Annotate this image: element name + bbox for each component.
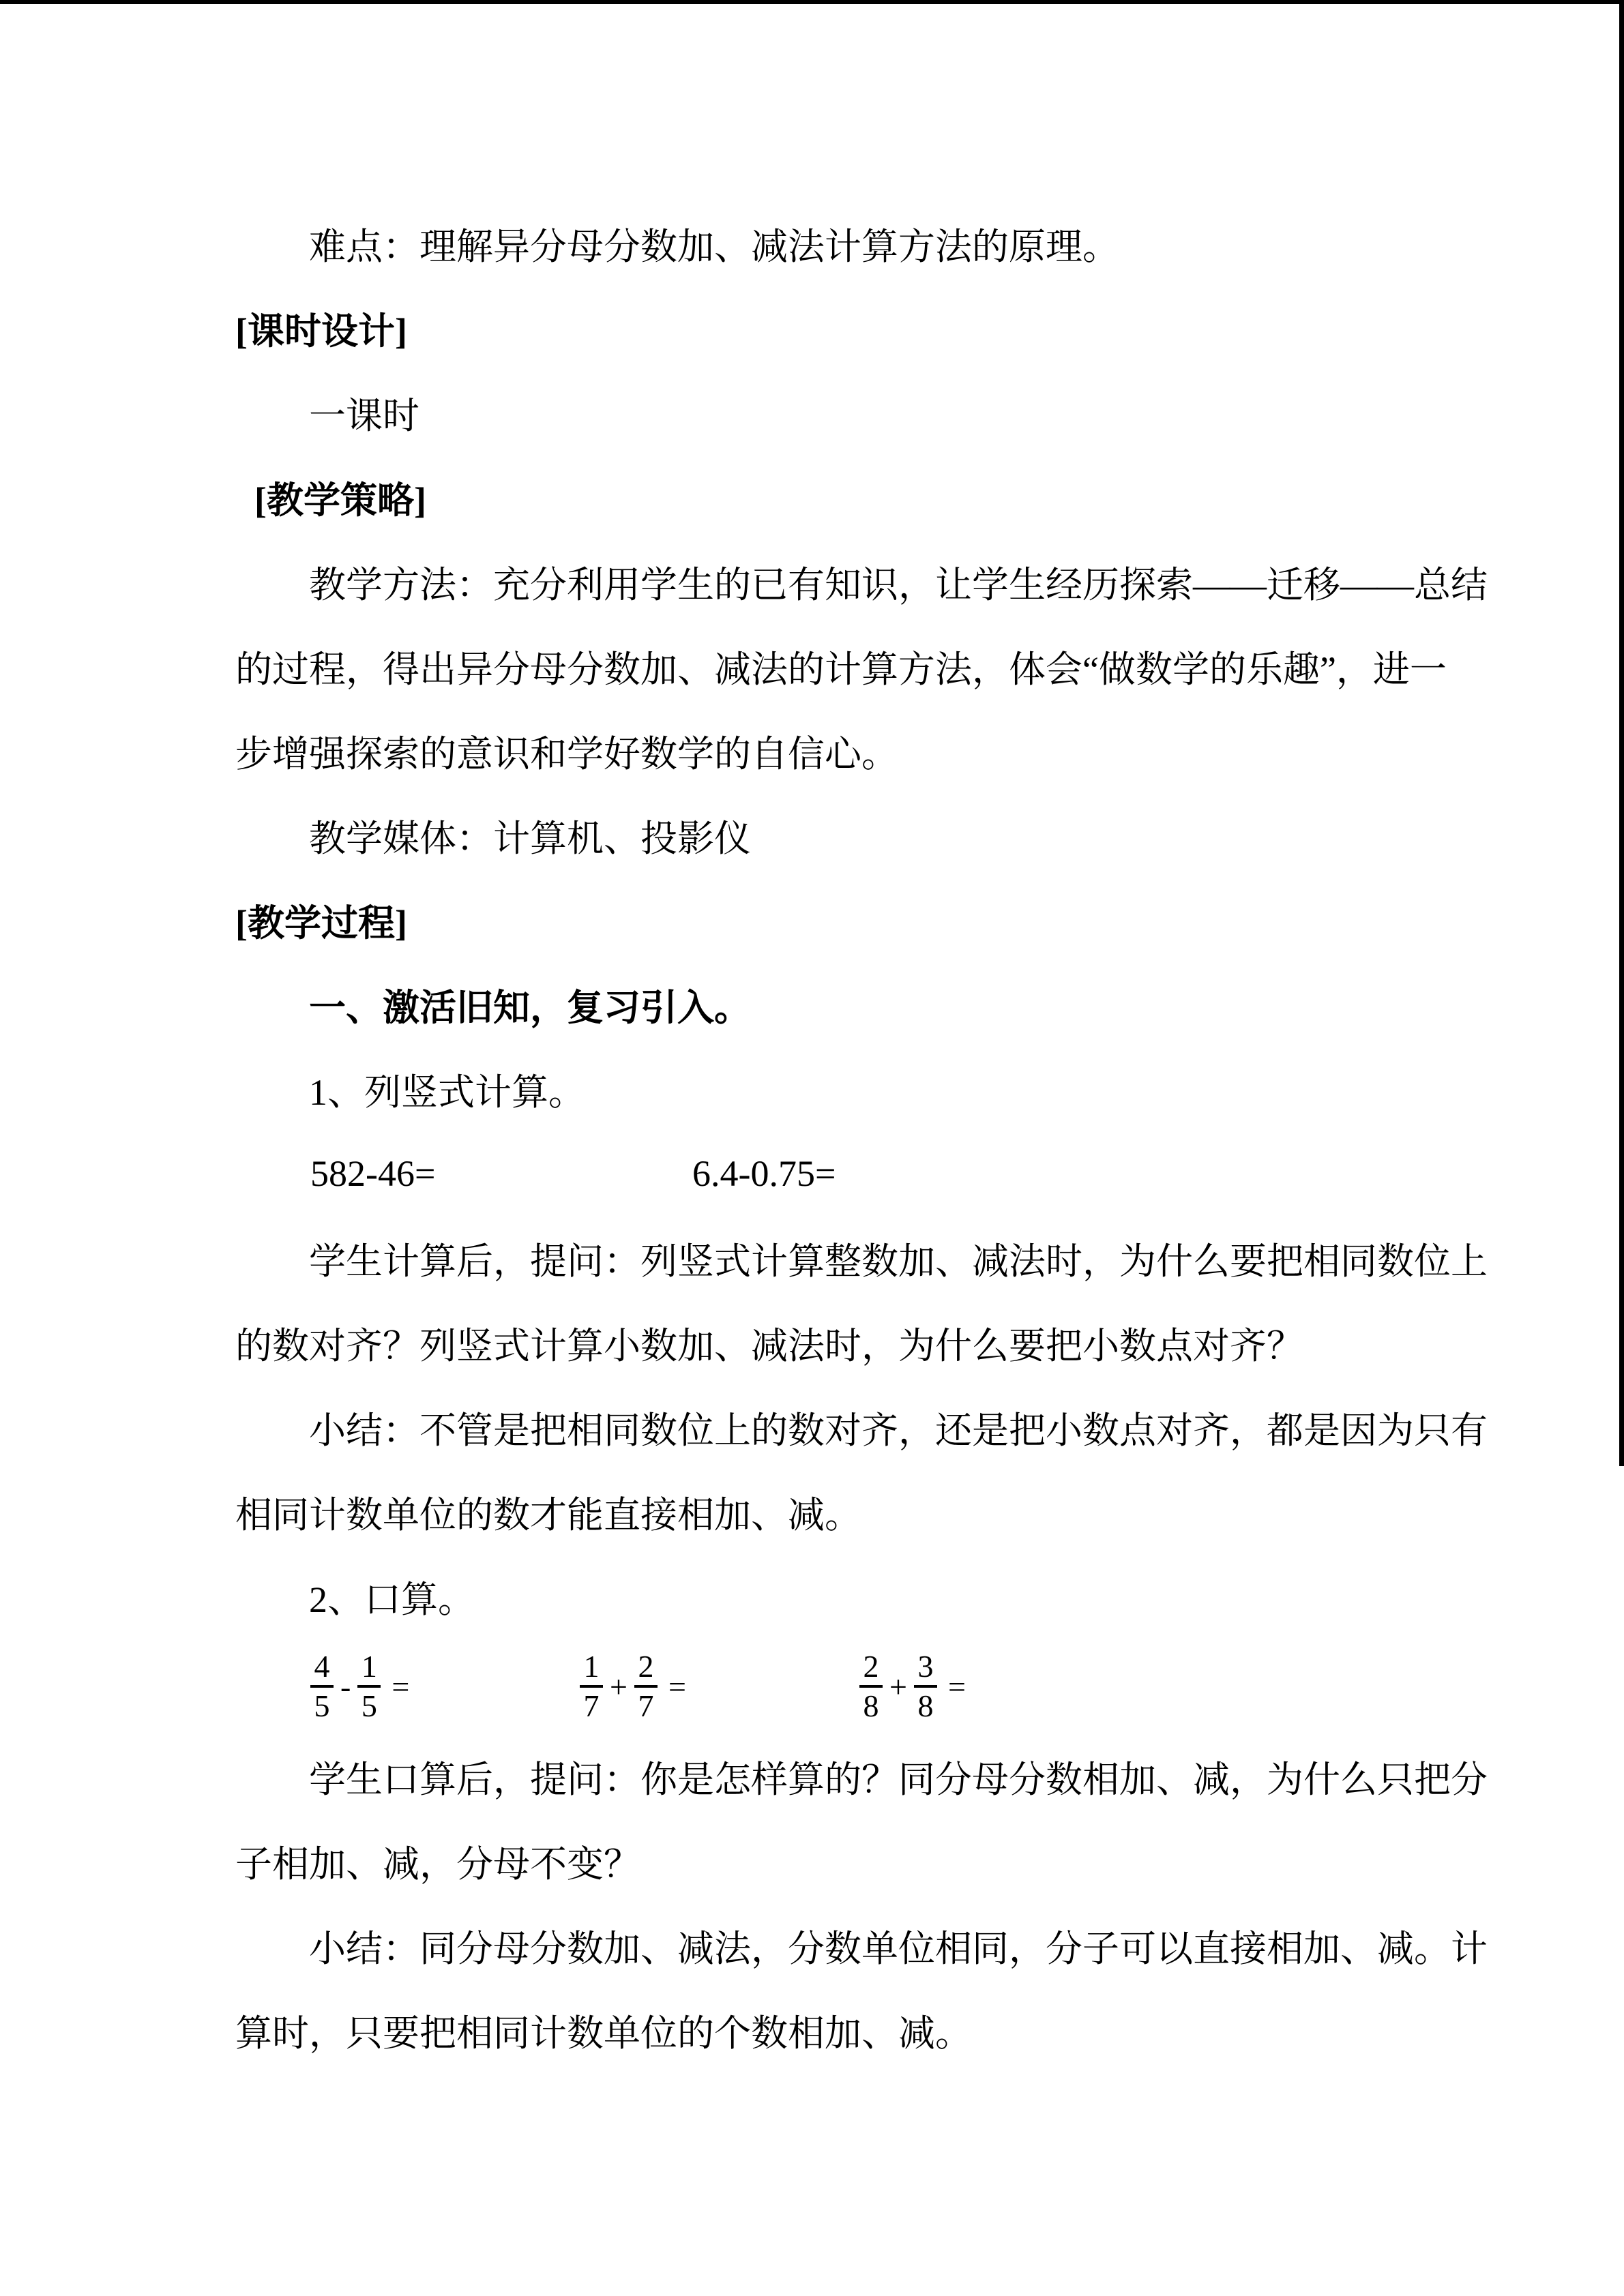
operator: - (340, 1669, 351, 1704)
equals-sign: = (392, 1669, 410, 1704)
denominator: 5 (314, 1688, 330, 1723)
line-one-period: 一课时 (309, 395, 419, 436)
numerator: 1 (361, 1649, 377, 1684)
operator: + (610, 1669, 628, 1704)
line-question-after-written-1: 学生计算后，提问：列竖式计算整数加、减法时，为什么要把相同数位上 (309, 1240, 1488, 1282)
numerator: 2 (863, 1649, 879, 1684)
numerator: 4 (314, 1649, 330, 1684)
written-problem-1: 582-46= (310, 1153, 436, 1194)
numerator: 2 (638, 1649, 654, 1684)
fraction-bar (580, 1685, 603, 1688)
equals-sign: = (947, 1669, 966, 1704)
line-teaching-method-1: 教学方法：充分利用学生的已有知识，让学生经历探索——迁移——总结 (309, 564, 1488, 606)
fraction (310, 1650, 334, 1723)
denominator: 8 (917, 1688, 934, 1723)
line-teaching-method-3: 步增强探索的意识和学好数学的自信心。 (235, 733, 898, 775)
line-summary-1-part-2: 相同计数单位的数才能直接相加、减。 (235, 1494, 861, 1536)
written-problem-2: 6.4-0.75= (692, 1153, 836, 1194)
fraction-bar (357, 1685, 381, 1688)
fraction (914, 1650, 937, 1723)
fraction (580, 1650, 603, 1723)
line-teaching-media: 教学媒体：计算机、投影仪 (309, 818, 751, 859)
denominator: 7 (583, 1688, 600, 1723)
fraction-problem-3 (859, 1650, 966, 1723)
fraction-bar (634, 1685, 658, 1688)
denominator: 8 (863, 1688, 879, 1723)
row-written-problems (235, 1131, 1490, 1216)
fraction (357, 1650, 381, 1723)
denominator: 7 (638, 1688, 654, 1723)
numerator: 1 (583, 1649, 600, 1684)
numerator: 3 (917, 1649, 934, 1684)
line-summary-2-part-2: 算时，只要把相同计数单位的个数相加、减。 (235, 2012, 972, 2054)
line-section-one-title: 一、激活旧知，复习引入。 (309, 987, 751, 1028)
fraction (859, 1650, 883, 1723)
heading-teaching-process: [教学过程] (235, 902, 407, 944)
line-summary-1-part-1: 小结：不管是把相同数位上的数对齐，还是把小数点对齐，都是因为只有 (309, 1410, 1488, 1451)
fraction-bar (310, 1685, 334, 1688)
line-task-2-oral-calc: 2、口算。 (309, 1579, 475, 1620)
scan-edge-top (0, 0, 1624, 4)
fraction-problem-2 (580, 1650, 686, 1723)
fraction-bar (914, 1685, 937, 1688)
operator: + (889, 1669, 907, 1704)
document-content (235, 201, 1490, 2072)
line-question-after-oral-1: 学生口算后，提问：你是怎样算的？同分母分数相加、减，为什么只把分 (309, 1759, 1488, 1800)
scan-edge-right (1619, 0, 1624, 1466)
line-difficulty-point: 难点：理解异分母分数加、减法计算方法的原理。 (309, 226, 1119, 267)
line-teaching-method-2: 的过程，得出异分母分数加、减法的计算方法，体会“做数学的乐趣”，进一 (235, 648, 1447, 690)
line-summary-2-part-1: 小结：同分母分数加、减法，分数单位相同，分子可以直接相加、减。计 (309, 1928, 1488, 1969)
line-question-after-oral-2: 子相加、减，分母不变？ (235, 1843, 640, 1885)
line-task-1-written-calc: 1、列竖式计算。 (309, 1071, 585, 1113)
fraction (634, 1650, 658, 1723)
row-oral-problems (235, 1639, 1490, 1734)
heading-teaching-strategy: [教学策略] (254, 479, 426, 521)
line-question-after-written-2: 的数对齐？列竖式计算小数加、减法时，为什么要把小数点对齐？ (235, 1325, 1303, 1367)
denominator: 5 (361, 1688, 377, 1723)
heading-lesson-periods: [课时设计] (235, 310, 407, 352)
equals-sign: = (668, 1669, 686, 1704)
fraction-bar (859, 1685, 883, 1688)
fraction-problem-1 (310, 1650, 409, 1723)
